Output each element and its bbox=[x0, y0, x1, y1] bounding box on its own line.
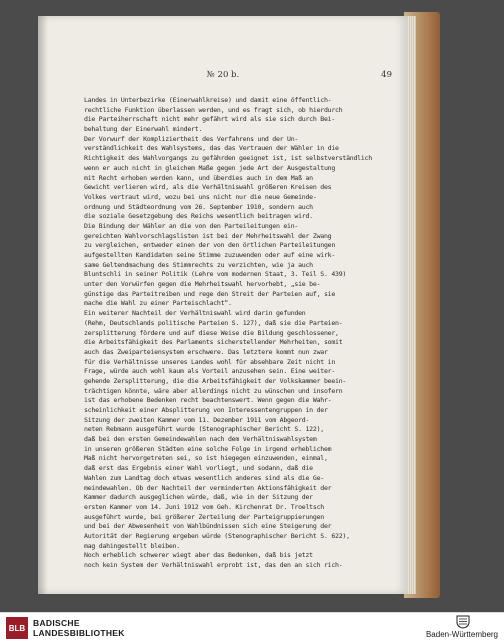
blb-logo[interactable]: BLB bbox=[6, 617, 28, 639]
text-line: meindewahlen. Ob der Nachteil der verminderten Aktionsfähigkeit der bbox=[84, 483, 332, 492]
text-line: neten Rebmann ausgeführt wurde (Stenographischer Bericht S. 122), bbox=[84, 425, 324, 434]
text-line: Ein weiterer Nachteil der Verhältniswahl wird darin gefunden bbox=[84, 309, 306, 318]
text-line: die soziale Gesetzgebung des Reichs wesentlich beitragen wird. bbox=[84, 212, 313, 221]
text-line: rechtliche Funktion überlassen werden, und es fragt sich, ob hierdurch bbox=[84, 105, 343, 114]
text-line: verständlichkeit des Wahlsystems, das das Vertrauen der Wähler in die bbox=[84, 144, 339, 153]
library-name-line1: BADISCHE bbox=[33, 618, 80, 628]
gutter-shadow bbox=[38, 16, 48, 594]
text-line: daß bei den ersten Gemeindewahlen nach dem Verhältniswahlsystem bbox=[84, 435, 317, 444]
text-line: gehende Zersplitterung, die die Arbeitsfähigkeit der Volkskammer beein- bbox=[84, 376, 347, 385]
page-header-label: № 20 b. bbox=[206, 70, 240, 80]
text-line: Landes in Unterbezirke (Einerwahlkreise) und damit eine öffentlich- bbox=[84, 96, 332, 104]
text-line: (Rehm, Deutschlands politische Parteien S. 127), daß sie die Parteien- bbox=[84, 318, 343, 327]
coat-of-arms-icon bbox=[455, 615, 471, 629]
text-line: mit Recht erhoben werden kann, und überdies auch in dem Maß an bbox=[84, 173, 313, 182]
text-line: daß erst das Ergebnis einer Wahl vorliegt, und sodann, daß die bbox=[84, 464, 313, 473]
text-line: zu vergleichen, entweder einen der von den örtlichen Parteileitungen bbox=[84, 241, 336, 250]
text-line: Autorität der Regierung ergeben würde (Stenographischer Bericht S. 622), bbox=[84, 531, 350, 540]
text-line: noch kein System der Verhältniswahl erprobt ist, das den an sich rich- bbox=[84, 561, 343, 569]
text-line: Sitzung der zweiten Kammer vom 11. Dezember 1911 vom Abgeord- bbox=[84, 415, 310, 424]
text-line: die Parteiherrschaft nicht mehr gefährt wird als sie sich durch Bei- bbox=[84, 115, 336, 124]
text-line: ordnung und Städteordnung vom 26. September 1910, sondern auch bbox=[84, 202, 313, 211]
text-line: behaltung der Einerwahl mindert. bbox=[84, 125, 203, 134]
text-line: same Geltendmachung des Stimmrechts zu verzichten, wie ja auch bbox=[84, 260, 313, 269]
text-line: ist das erhobene Bedenken recht beachtenswert. Wenn gegen die Wahr- bbox=[84, 396, 332, 405]
footer-bar bbox=[0, 612, 504, 643]
text-line: Wahlen zum Landtag doch etwas wesentlich anderes sind als die Ge- bbox=[84, 473, 324, 482]
text-line: Noch erheblich schwerer wiegt aber das Bedenken, daß bis jetzt bbox=[84, 551, 313, 560]
text-line: trächtigen könnte, wäre aber allerdings nicht zu wünschen und insofern bbox=[84, 386, 343, 395]
text-line: ausgeführt wurde, bei größerer Zerteilung der Parteigruppierungen bbox=[84, 512, 324, 521]
text-line: unter den Vorwürfen gegen die Mehrheitswahl hervorhebt, „sie be- bbox=[84, 280, 321, 289]
page-number: 49 bbox=[381, 70, 392, 80]
text-line: Frage, würde auch wohl kaum als Vorteil anzusehen sein. Eine weiter- bbox=[84, 367, 336, 376]
text-line: günstige das Parteitreiben und rege den Streit der Parteien auf, sie bbox=[84, 289, 336, 298]
text-line: wenn er auch nicht in gleichem Maße gegen jede Art der Ausgestaltung bbox=[84, 163, 336, 172]
text-line: Maß nicht hervorgetreten sei, so ist hiegegen einzuwenden, einmal, bbox=[84, 454, 328, 463]
text-line: ersten Kammer vom 14. Juni 1912 vom Geh. Kirchenrat Dr. Troeltsch bbox=[84, 502, 324, 511]
region-label[interactable]: Baden-Württemberg bbox=[425, 630, 498, 639]
text-line: auch das Zweiparteiensystem erschwere. Das letztere kommt nun zwar bbox=[84, 347, 328, 356]
text-line: Volkes vertraut wird, wozu bei uns nicht nur die neue Gemeinde- bbox=[84, 192, 317, 201]
book-page bbox=[38, 16, 408, 594]
text-line: zersplitterung fördere und auf diese Weise die Bildung geschlossener, bbox=[84, 328, 339, 337]
text-line: scheinlichkeit einer Absplitterung von Interessentengruppen in der bbox=[84, 406, 328, 414]
text-line: Richtigkeit des Wahlvorgangs zu gefährden geeignet ist, ist selbstverständlich bbox=[84, 154, 372, 163]
text-line: mag dahingestellt bleiben. bbox=[84, 541, 180, 550]
text-line: in unseren größeren Städten eine solche Folge in irgend erheblichem bbox=[84, 444, 332, 453]
body-text bbox=[84, 96, 396, 571]
text-line: aufgestellten Kandidaten seine Stimme zuzuwenden oder auf eine wirk- bbox=[84, 251, 336, 259]
text-line: Der Vorwurf der Kompliziertheit des Verfahrens und der Un- bbox=[84, 134, 299, 143]
text-line: Kammer dadurch ausgeglichen würde, daß, wie in der Sitzung der bbox=[84, 493, 313, 502]
text-line: mache die Wahl zu einer Parteischlacht“. bbox=[84, 299, 232, 308]
text-line: gereichten Wahlvorschlagslisten ist bei der Mehrheitswahl der Zwang bbox=[84, 231, 332, 240]
text-line: Gewicht verlieren wird, als die Verhältniswahl größeren Kreisen des bbox=[84, 183, 332, 192]
text-line: Die Bindung der Wähler an die von den Parteileitungen ein- bbox=[84, 221, 299, 230]
text-line: die Arbeitsfähigkeit des Parlaments sicherstellender Mehrheiten, somit bbox=[84, 338, 343, 347]
library-name[interactable] bbox=[33, 618, 125, 638]
text-line: Bluntschli in seiner Politik (Lehre vom modernen Staat, 3. Teil S. 439) bbox=[84, 270, 347, 279]
library-name-line2: LANDESBIBLIOTHEK bbox=[33, 628, 125, 638]
text-line: für die Verhältnisse unseres Landes wohl für absehbare Zeit nicht in bbox=[84, 357, 336, 366]
text-line: und bei der Abwesenheit von Wahlbündnissen sich eine Steigerung der bbox=[84, 522, 332, 531]
